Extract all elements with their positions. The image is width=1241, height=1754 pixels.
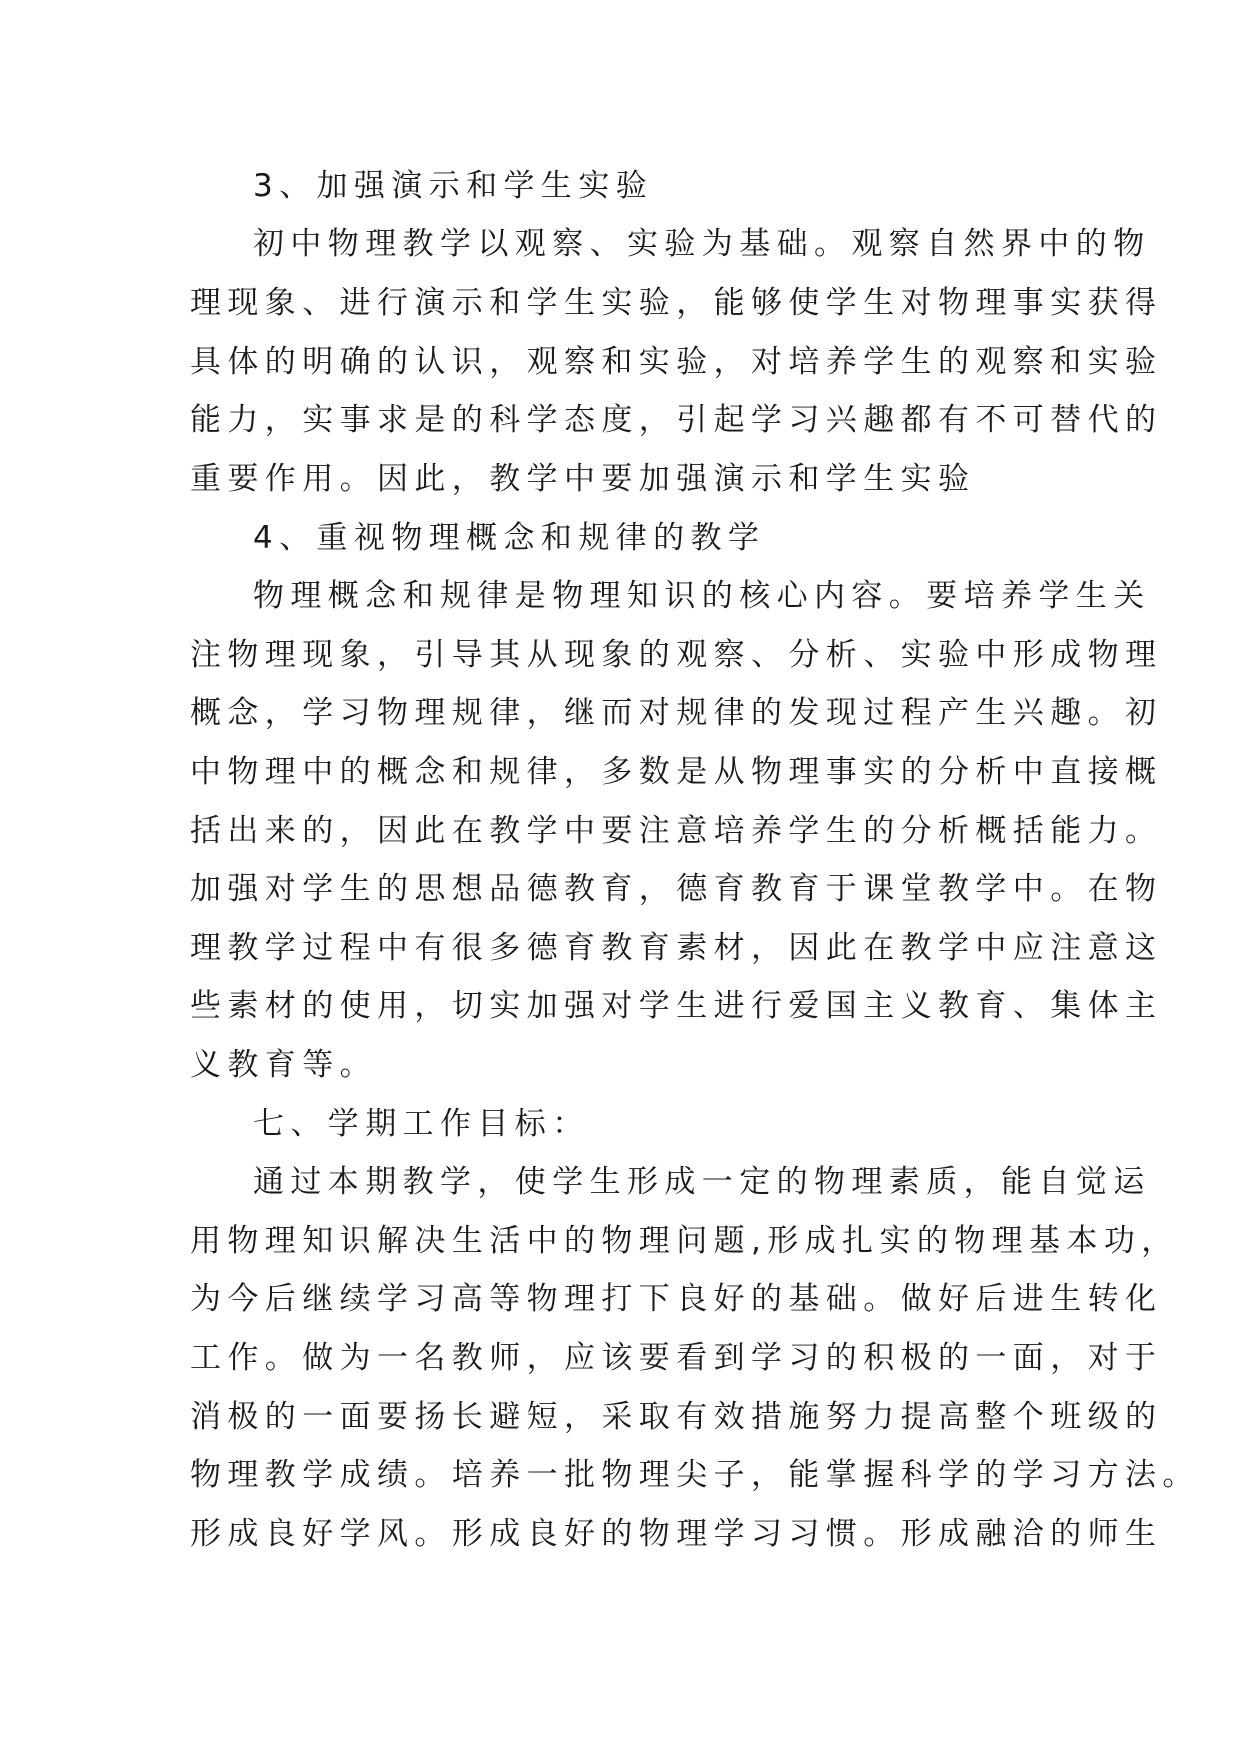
paragraph-line: 括出来的，因此在教学中要注意培养学生的分析概括能力。 — [190, 813, 1163, 849]
paragraph-line: 概念，学习物理规律，继而对规律的发现过程产生兴趣。初 — [190, 695, 1163, 731]
paragraph-line: 些素材的使用，切实加强对学生进行爱国主义教育、集体主 — [190, 988, 1163, 1024]
paragraph-line: 注物理现象，引导其从现象的观察、分析、实验中形成物理 — [190, 637, 1163, 673]
paragraph-line: 义教育等。 — [190, 1047, 377, 1083]
section-heading-7: 七、学期工作目标： — [253, 1106, 590, 1142]
paragraph-line: 理教学过程中有很多德育教育素材，因此在教学中应注意这 — [190, 930, 1163, 966]
paragraph-line: 工作。做为一名教师，应该要看到学习的积极的一面，对于 — [190, 1340, 1163, 1376]
paragraph-line: 用物理知识解决生活中的物理问题,形成扎实的物理基本功， — [190, 1223, 1179, 1259]
paragraph-line: 重要作用。因此，教学中要加强演示和学生实验 — [190, 461, 976, 497]
paragraph-line: 物理教学成绩。培养一批物理尖子，能掌握科学的学习方法。 — [190, 1457, 1200, 1493]
paragraph-line: 中物理中的概念和规律，多数是从物理事实的分析中直接概 — [190, 754, 1163, 790]
paragraph-line: 理现象、进行演示和学生实验，能够使学生对物理事实获得 — [190, 285, 1163, 321]
section-heading-4: 4、重视物理概念和规律的教学 — [253, 520, 766, 556]
paragraph-line: 具体的明确的认识，观察和实验，对培养学生的观察和实验 — [190, 344, 1163, 380]
paragraph-line: 形成良好学风。形成良好的物理学习习惯。形成融洽的师生 — [190, 1516, 1163, 1552]
paragraph-line: 能力，实事求是的科学态度，引起学习兴趣都有不可替代的 — [190, 402, 1163, 438]
paragraph-line: 初中物理教学以观察、实验为基础。观察自然界中的物 — [253, 226, 1151, 262]
paragraph-line: 消极的一面要扬长避短，采取有效措施努力提高整个班级的 — [190, 1399, 1163, 1435]
paragraph-line: 为今后继续学习高等物理打下良好的基础。做好后进生转化 — [190, 1281, 1163, 1317]
paragraph-line: 物理概念和规律是物理知识的核心内容。要培养学生关 — [253, 578, 1151, 614]
section-heading-3: 3、加强演示和学生实验 — [253, 168, 654, 204]
paragraph-line: 加强对学生的思想品德教育，德育教育于课堂教学中。在物 — [190, 871, 1163, 907]
paragraph-line: 通过本期教学，使学生形成一定的物理素质，能自觉运 — [253, 1164, 1151, 1200]
